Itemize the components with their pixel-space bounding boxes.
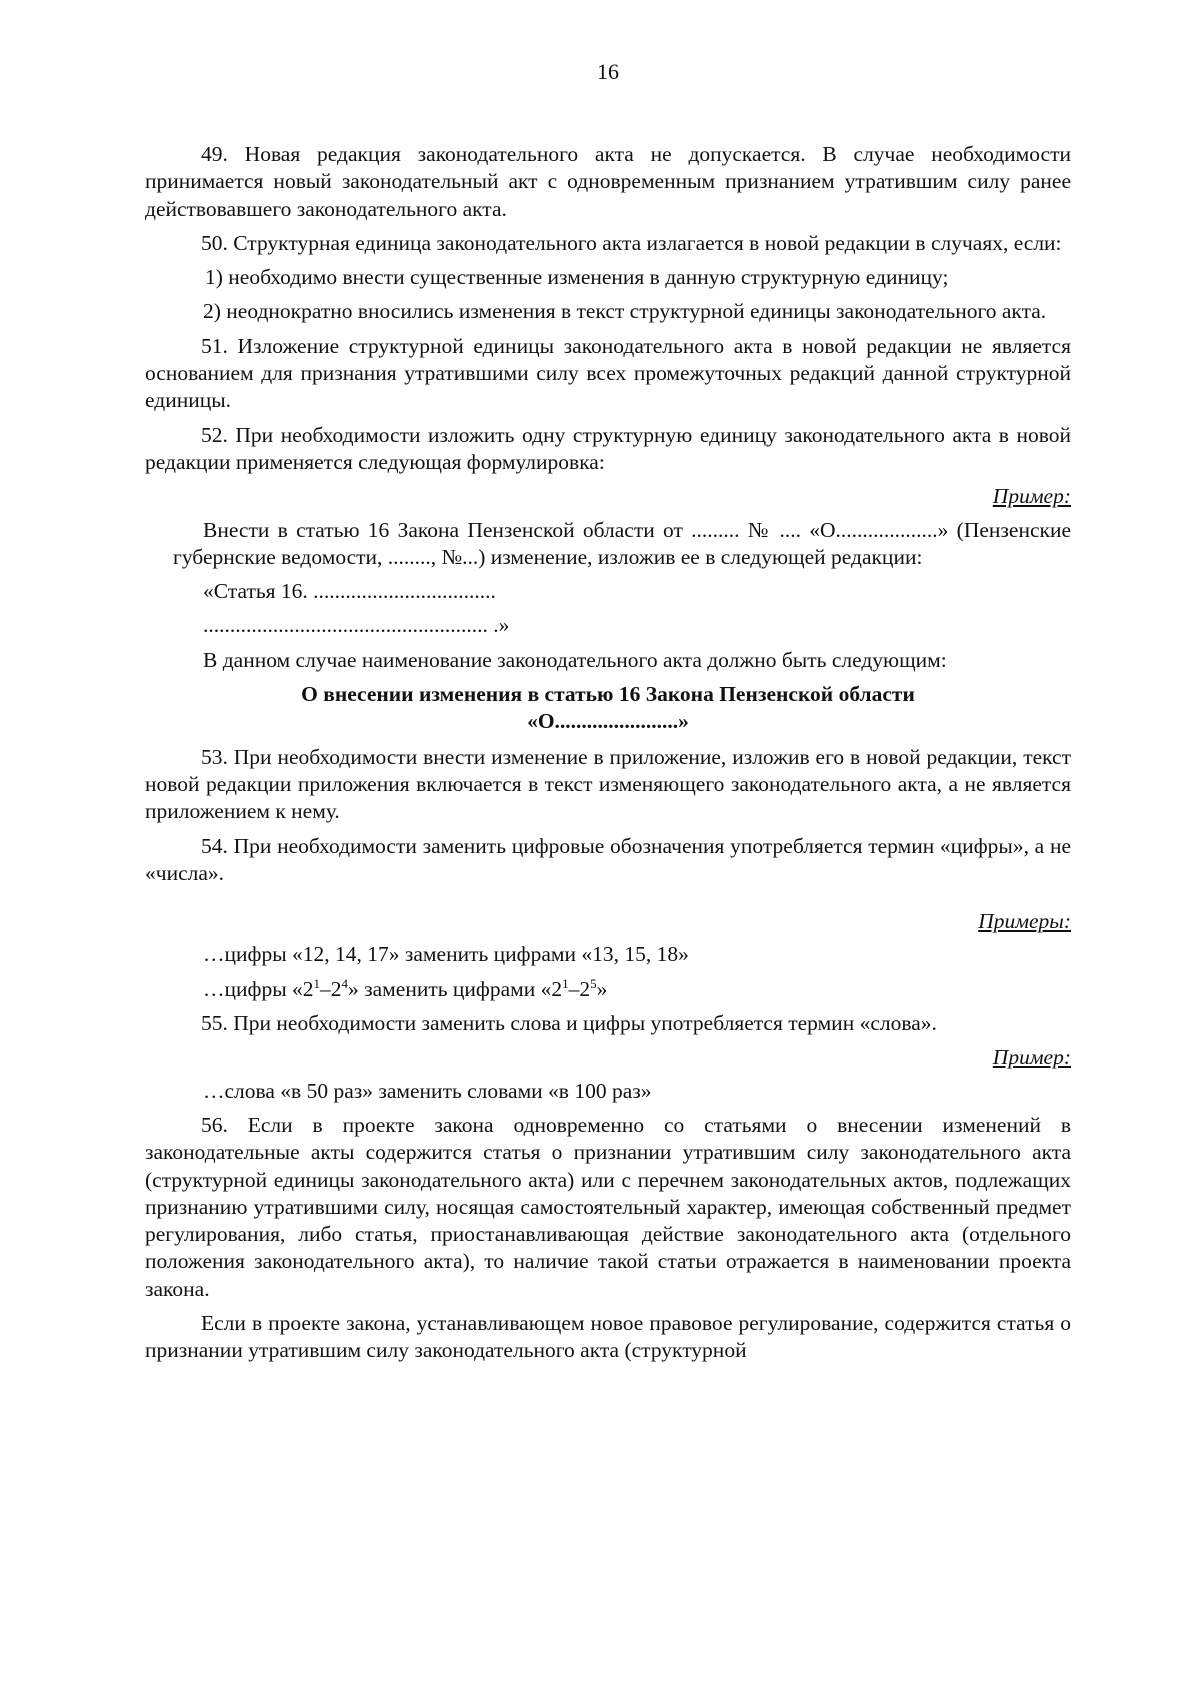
example-act-title-line: «О.......................» <box>527 709 689 734</box>
examples-label: Примеры: <box>978 909 1071 934</box>
paragraph-55: 55. При необходимости заменить слова и цифры употребляется термин «слова». <box>201 1011 937 1036</box>
paragraph-52: 52. При необходимости изложить одну структурную единицу законодательного акта в новой редакции применяется следующая формулировка: <box>145 422 1071 474</box>
paragraph-50: 50. Структурная единица законодательного акта излагается в новой редакции в случаях, если: <box>201 230 1062 255</box>
example-line-superscript: …цифры «$2^1-2^4$» заменить цифрами «$2^1-2^5$» <box>203 975 608 1001</box>
paragraph-56-continued: Если в проекте закона, устанавливающем новое правовое регулирование, содержится статья о признании утратившим силу законодательного акта (структурной <box>145 1310 1071 1363</box>
paragraph-49: 49. Новая редакция законодательного акта не допускается. В случае необходимости принимается новый законодательный акт с одновременным признанием утратившим силу ранее действовавшего законодательного акта. <box>145 142 1071 221</box>
paragraph-50-item-1: 1) необходимо внести существенные изменения в данную структурную единицу; <box>205 265 949 290</box>
paragraph-56: 56. Если в проекте закона одновременно со статьями о внесении изменений в законодательные акты содержится статья о признании утратившим силу законодательного акта (структурной единицы законодательного акта) или с перечнем законодательных актов, подлежащих признанию утратившими силу, носящая самостоятельный характер, имеющая собственный предмет регулирования, либо статья, приостанавливающая действие законодательного акта (отдельного положения законодательного акта), то наличие такой статьи отражается в наименовании проекта закона. <box>145 1112 1071 1301</box>
example-line: ..................................................... .» <box>203 613 510 638</box>
example-text: Внести в статью 16 Закона Пензенской области от ......... № .... «О...................» (Пензенские губернские ведомости, ........, №...) изменение, изложив ее в следующей редакции: <box>173 517 1071 569</box>
example-line: …цифры «12, 14, 17» заменить цифрами «13, 15, 18» <box>203 942 689 967</box>
paragraph-53: 53. При необходимости внести изменение в приложение, изложив его в новой редакции, текст новой редакции приложения включается в текст изменяющего законодательного акта, а не является приложением к нему. <box>145 744 1071 824</box>
document-body <box>145 141 1071 1372</box>
paragraph-50-item-2: 2) неоднократно вносились изменения в текст структурной единицы законодательного акта. <box>203 299 1047 324</box>
example-label: Пример: <box>992 1045 1071 1070</box>
example-label: Пример: <box>992 484 1071 509</box>
example-line: «Статья 16. .................................. <box>203 579 496 604</box>
example-line: …слова «в 50 раз» заменить словами «в 100 раз» <box>203 1078 652 1103</box>
example-act-title-line: О внесении изменения в статью 16 Закона Пензенской области <box>301 682 915 707</box>
example-note: В данном случае наименование законодательного акта должно быть следующим: <box>203 647 947 672</box>
paragraph-51: 51. Изложение структурной единицы законодательного акта в новой редакции не является основанием для признания утратившими силу всех промежуточных редакций данной структурной единицы. <box>145 333 1071 413</box>
page-number: 16 <box>597 59 619 84</box>
example-act-title <box>145 681 1071 736</box>
paragraph-54: 54. При необходимости заменить цифровые обозначения употребляется термин «цифры», а не «числа». <box>145 833 1071 885</box>
